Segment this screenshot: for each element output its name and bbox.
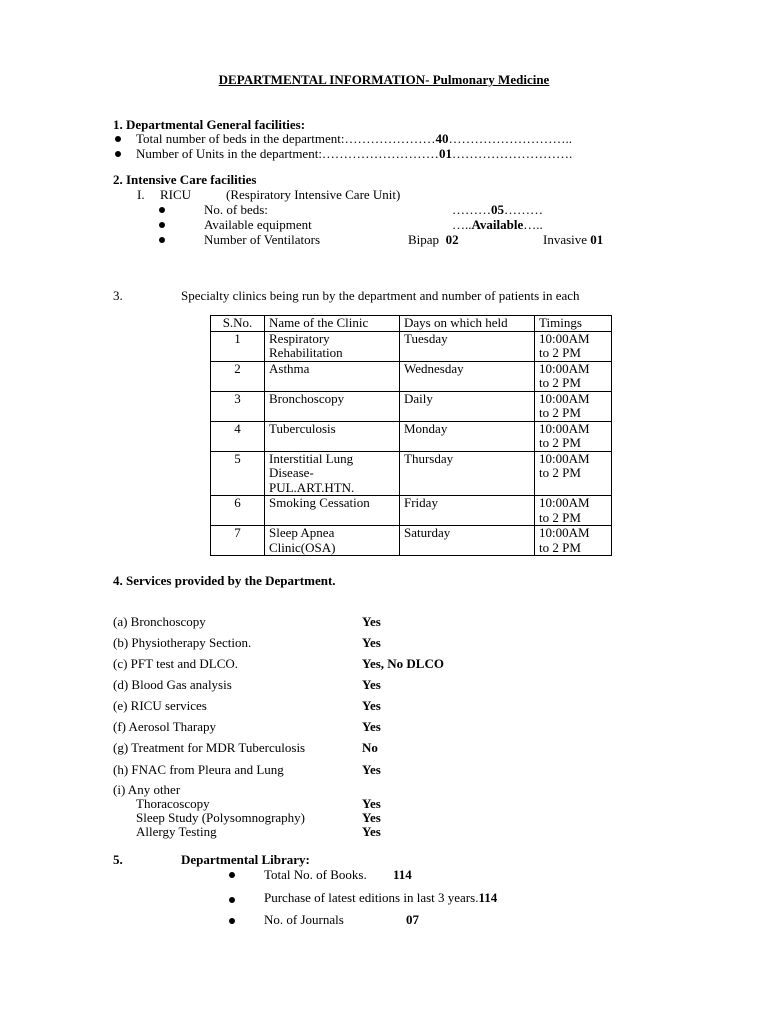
ricu-description: (Respiratory Intensive Care Unit): [226, 187, 401, 202]
ricu-beds-value-line: [452, 202, 543, 217]
table-row: [211, 496, 612, 526]
service-label: (f) Aerosol Tharapy: [113, 719, 217, 734]
cell-clinic-name: [265, 361, 400, 391]
clinic-name-line: Rehabilitation: [269, 345, 343, 360]
other-service-label: Sleep Study (Polysomnography): [136, 810, 305, 825]
ricu-beds-label: No. of beds:: [204, 202, 268, 217]
cell-clinic-name: [265, 391, 400, 421]
books-value: 114: [393, 867, 412, 882]
column-header-clinic: Name of the Clinic: [265, 316, 400, 332]
purchase-label: Purchase of latest editions in last 3 years.: [264, 890, 479, 905]
table-row: [211, 331, 612, 361]
timing-line: to 2 PM: [539, 435, 581, 450]
timing-line: to 2 PM: [539, 509, 581, 525]
units-value: 01: [438, 146, 452, 161]
beds-total-value: 40: [435, 131, 449, 146]
cell-timing: [535, 331, 612, 361]
timing-line: 10:00AM: [539, 360, 590, 376]
cell-day: Friday: [400, 496, 535, 526]
cell-sno: 2: [211, 361, 265, 391]
clinic-name-line: Disease-: [269, 465, 314, 480]
journals-label: No. of Journals: [264, 912, 344, 927]
cell-clinic-name: [265, 496, 400, 526]
section-3-number: 3.: [113, 288, 123, 303]
books-label: Total No. of Books.: [264, 867, 367, 882]
dots: ………: [452, 202, 491, 217]
beds-total-line: [136, 131, 572, 146]
invasive-label: Invasive: [543, 232, 588, 247]
bipap-value: 02: [445, 232, 459, 247]
clinic-name-line: Sleep Apnea: [269, 525, 335, 540]
service-label: (g) Treatment for MDR Tuberculosis: [113, 740, 306, 755]
cell-timing: [535, 526, 612, 556]
invasive-line: [543, 232, 603, 247]
other-service-value: Yes: [362, 796, 381, 811]
equipment-value: Available: [471, 217, 524, 232]
service-value: Yes: [362, 762, 381, 777]
cell-timing: [535, 361, 612, 391]
timing-line: 10:00AM: [539, 450, 590, 466]
bipap-label: Bipap: [408, 232, 440, 247]
equipment-value-line: [452, 217, 543, 232]
timing-line: 10:00AM: [539, 525, 590, 540]
table-row: [211, 391, 612, 421]
bullet-icon: [115, 136, 121, 142]
cell-sno: 5: [211, 451, 265, 496]
clinic-name-line: Asthma: [269, 360, 310, 376]
invasive-value: 01: [590, 232, 604, 247]
timing-line: to 2 PM: [539, 465, 581, 480]
timing-line: to 2 PM: [539, 405, 581, 420]
other-service-label: Allergy Testing: [136, 824, 217, 839]
timing-line: to 2 PM: [539, 539, 581, 555]
clinics-table: [210, 315, 612, 556]
purchase-value: 114: [478, 890, 498, 905]
timing-line: 10:00AM: [539, 390, 590, 406]
bullet-icon: [159, 222, 165, 228]
service-label: (a) Bronchoscopy: [113, 614, 206, 629]
bullet-icon: [159, 237, 165, 243]
column-header-timings: Timings: [535, 316, 612, 332]
clinic-name-line: Tuberculosis: [269, 420, 336, 436]
cell-day: Daily: [400, 391, 535, 421]
cell-sno: 7: [211, 526, 265, 556]
service-value: Yes: [362, 719, 381, 734]
service-label: (c) PFT test and DLCO.: [113, 656, 239, 671]
service-value: Yes: [362, 677, 381, 692]
clinic-name-line: PUL.ART.HTN.: [269, 479, 355, 495]
other-services-label: (i) Any other: [113, 782, 181, 797]
cell-timing: [535, 391, 612, 421]
ventilators-label: Number of Ventilators: [204, 232, 321, 247]
units-label: Number of Units in the department:………………………: [136, 146, 439, 161]
journals-value: 07: [406, 912, 419, 927]
cell-day: Monday: [400, 421, 535, 451]
service-value: Yes: [362, 614, 381, 629]
cell-timing: [535, 496, 612, 526]
units-dots: ……………………….: [451, 146, 573, 161]
beds-total-dots: ………………………..: [448, 131, 572, 146]
timing-line: 10:00AM: [539, 495, 590, 510]
equipment-label: Available equipment: [204, 217, 312, 232]
timing-line: 10:00AM: [539, 420, 590, 436]
section-2-heading: 2. Intensive Care facilities: [113, 172, 257, 187]
table-row: [211, 451, 612, 496]
bullet-icon: [229, 897, 235, 903]
service-label: (d) Blood Gas analysis: [113, 677, 232, 692]
clinic-name-line: Clinic(OSA): [269, 539, 336, 555]
ricu-label: RICU: [160, 187, 192, 202]
cell-sno: 6: [211, 496, 265, 526]
cell-timing: [535, 451, 612, 496]
service-label: (h) FNAC from Pleura and Lung: [113, 762, 284, 777]
section-5-number: 5.: [113, 852, 123, 867]
bullet-icon: [229, 872, 235, 878]
cell-day: Tuesday: [400, 331, 535, 361]
ricu-number: I.: [137, 187, 145, 202]
clinic-name-line: Smoking Cessation: [269, 495, 370, 510]
cell-clinic-name: [265, 421, 400, 451]
bullet-icon: [159, 207, 165, 213]
service-label: (e) RICU services: [113, 698, 207, 713]
service-label: (b) Physiotherapy Section.: [113, 635, 252, 650]
table-row: [211, 421, 612, 451]
table-header-row: [211, 316, 612, 332]
clinic-name-line: Respiratory: [269, 330, 330, 346]
cell-day: Wednesday: [400, 361, 535, 391]
units-line: [136, 146, 572, 161]
table-row: [211, 526, 612, 556]
cell-clinic-name: [265, 331, 400, 361]
service-value: Yes: [362, 698, 381, 713]
cell-timing: [535, 421, 612, 451]
clinic-name-line: Bronchoscopy: [269, 390, 345, 406]
timing-line: to 2 PM: [539, 345, 581, 360]
other-service-label: Thoracoscopy: [136, 796, 210, 811]
service-value: Yes: [362, 635, 381, 650]
section-5-heading: Departmental Library:: [181, 852, 310, 867]
column-header-days: Days on which held: [400, 316, 535, 332]
other-service-value: Yes: [362, 824, 381, 839]
timing-line: 10:00AM: [539, 330, 590, 346]
dots: …..: [452, 217, 472, 232]
cell-sno: 3: [211, 391, 265, 421]
cell-day: Saturday: [400, 526, 535, 556]
other-service-value: Yes: [362, 810, 381, 825]
dots: ………: [504, 202, 543, 217]
cell-day: Thursday: [400, 451, 535, 496]
purchase-line: [264, 890, 497, 905]
ricu-beds-value: 05: [491, 202, 504, 217]
cell-clinic-name: [265, 451, 400, 496]
bullet-icon: [115, 151, 121, 157]
clinic-name-line: Interstitial Lung: [269, 450, 354, 466]
table-row: [211, 361, 612, 391]
timing-line: to 2 PM: [539, 375, 581, 390]
section-3-text: Specialty clinics being run by the department and number of patients in each: [181, 288, 580, 303]
service-value: Yes, No DLCO: [362, 656, 444, 671]
service-value: No: [362, 740, 378, 755]
section-4-heading: 4. Services provided by the Department.: [113, 573, 336, 588]
cell-sno: 1: [211, 331, 265, 361]
cell-sno: 4: [211, 421, 265, 451]
section-1-heading: 1. Departmental General facilities:: [113, 117, 306, 132]
bipap-line: [408, 232, 459, 247]
cell-clinic-name: [265, 526, 400, 556]
beds-total-label: Total number of beds in the department:…………………: [136, 131, 436, 146]
dots: …..: [523, 217, 543, 232]
column-header-sno: S.No.: [211, 316, 265, 332]
page-title: DEPARTMENTAL INFORMATION- Pulmonary Medicine: [218, 72, 550, 87]
bullet-icon: [229, 918, 235, 924]
